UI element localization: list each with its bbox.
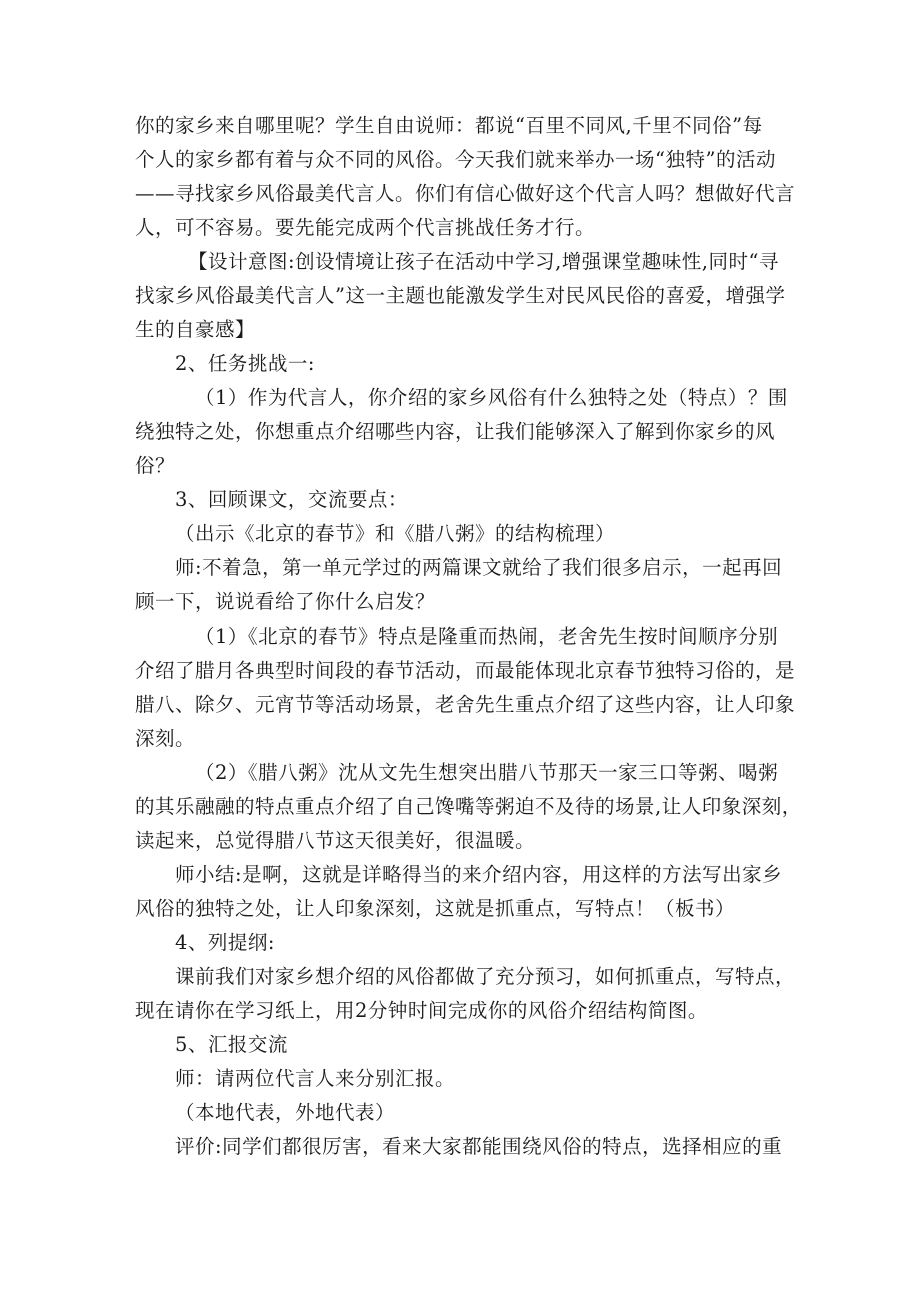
text-line: 师：请两位代言人来分别汇报。 xyxy=(175,1067,456,1090)
text-line: 个人的家乡都有着与众不同的风俗。今天我们就来举办一场“独特”的活动 xyxy=(135,148,776,171)
section-heading: 4、列提纲: xyxy=(175,931,275,954)
text-line: （1）《北京的春节》特点是隆重而热闹，老舍先生按时间顺序分别 xyxy=(195,625,779,648)
text-line: （本地代表，外地代表） xyxy=(175,1101,396,1124)
text-line: 生的自豪感】 xyxy=(135,318,256,341)
text-line: 绕独特之处，你想重点介绍哪些内容，让我们能够深入了解到你家乡的风 xyxy=(135,420,776,443)
text-line: （出示《北京的春节》和《腊八粥》的结构梳理） xyxy=(175,522,616,545)
text-line: 读起来，总觉得腊八节这天很美好，很温暖。 xyxy=(135,829,536,852)
text-line: 人，可不容易。要先能完成两个代言挑战任务才行。 xyxy=(135,216,596,239)
text-line: 找家乡风俗最美代言人”这一主题也能激发学生对民风民俗的喜爱，增强学 xyxy=(135,284,786,307)
text-line: 课前我们对家乡想介绍的风俗都做了充分预习，如何抓重点，写特点， xyxy=(175,965,796,988)
text-line: 师:不着急，第一单元学过的两篇课文就给了我们很多启示，一起再回 xyxy=(175,556,783,579)
text-line: 师小结:是啊，这就是详略得当的来介绍内容，用这样的方法写出家乡 xyxy=(175,863,783,886)
text-line: 评价:同学们都很厉害，看来大家都能围绕风俗的特点，选择相应的重 xyxy=(175,1135,783,1158)
text-line: （1）作为代言人，你介绍的家乡风俗有什么独特之处（特点）？围 xyxy=(195,386,788,409)
text-line: 顾一下，说说看给了你什么启发？ xyxy=(135,590,436,613)
text-line: 俗？ xyxy=(135,454,176,477)
text-line: ——寻找家乡风俗最美代言人。你们有信心做好这个代言人吗？想做好代言 xyxy=(135,182,796,205)
text-line: 深刻。 xyxy=(135,727,196,750)
text-line: 【设计意图:创设情境让孩子在活动中学习,增强课堂趣味性,同时“寻 xyxy=(188,250,779,273)
section-heading: 2、任务挑战一: xyxy=(175,352,315,375)
section-heading: 3、回顾课文，交流要点： xyxy=(175,488,408,511)
text-line: 的其乐融融的特点重点介绍了自己馋嘴等粥迫不及待的场景,让人印象深刻， xyxy=(135,795,802,818)
text-line: 现在请你在学习纸上，用2分钟时间完成你的风俗介绍结构简图。 xyxy=(135,999,708,1022)
text-line: 风俗的独特之处，让人印象深刻，这就是抓重点，写特点！（板书） xyxy=(135,897,736,920)
text-line: （2）《腊八粥》沈从文先生想突出腊八节那天一家三口等粥、喝粥 xyxy=(195,761,779,784)
section-heading: 5、汇报交流 xyxy=(175,1033,288,1056)
text-line: 你的家乡来自哪里呢？学生自由说师：都说“百里不同风,千里不同俗”每 xyxy=(135,114,763,137)
text-line: 腊八、除夕、元宵节等活动场景，老舍先生重点介绍了这些内容，让人印象 xyxy=(135,693,796,716)
text-line: 介绍了腊月各典型时间段的春节活动，而最能体现北京春节独特习俗的，是 xyxy=(135,659,796,682)
